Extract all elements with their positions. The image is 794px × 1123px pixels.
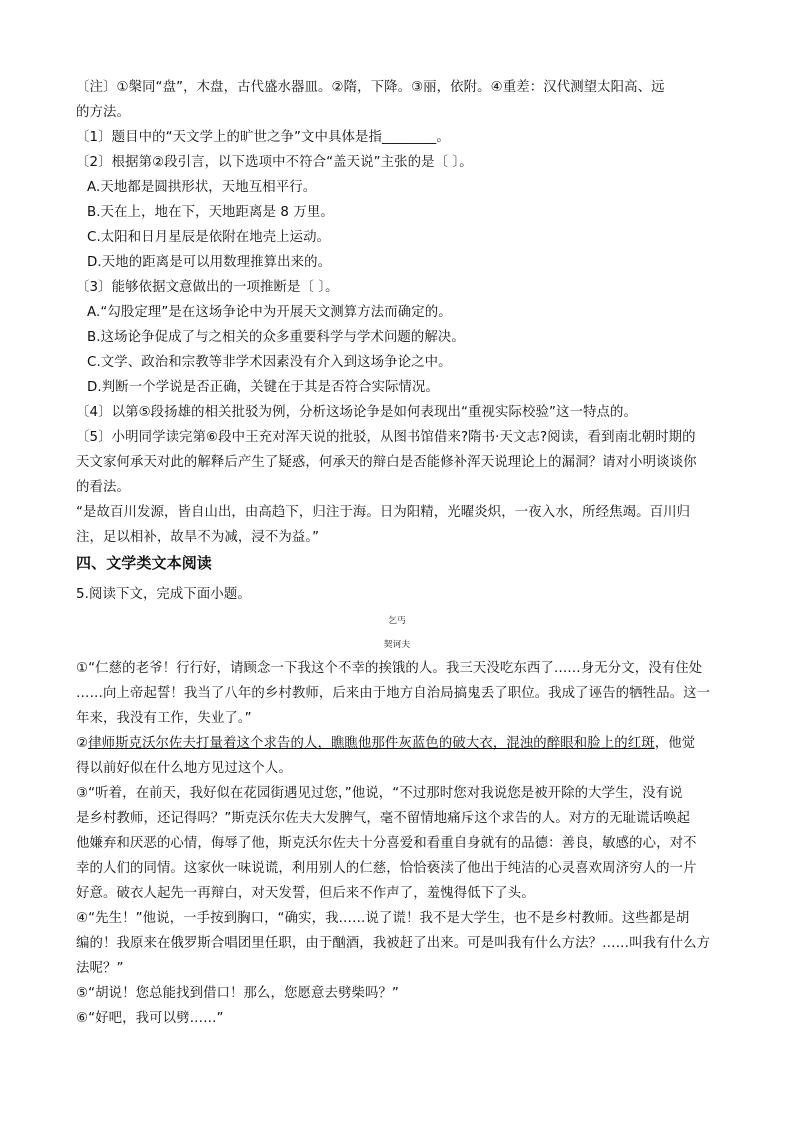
story-author: 契诃夫: [383, 640, 411, 650]
q2-option-a: A.天地都是圆拱形状，天地互相平行。: [87, 180, 317, 195]
quote-line-1: “是故百川发源，皆自山出，由高趋下，归注于海。日为阳精，光曜炎炽，一夜入水，所经焦竭。百川归: [76, 505, 691, 520]
paragraph-1-line-2: ……向上帝起誓！我当了八年的乡村教师，后来由于地方自治局搞鬼丢了职位。我成了诬告的牺牲品。这一: [76, 686, 711, 701]
section-heading: 四、文学类文本阅读: [76, 554, 212, 572]
q2-option-b: B.天在上，地在下，天地距离是 8 万里。: [87, 205, 334, 220]
section-instruction: 5.阅读下文，完成下面小题。: [76, 587, 251, 602]
footnote-line-1: 〔注〕①槃同“盘”，木盘，古代盛水器皿。②隋，下降。③丽，依附。④重差：汉代测望太阳高、远: [76, 80, 665, 95]
question-4: 〔4〕以第⑤段扬雄的相关批驳为例，分析这场论争是如何表现出“重视实际校验”这一特点的。: [76, 405, 637, 420]
paragraph-3-line-1: ③“听着，在前天，我好似在花园街遇见过您，”他说，“不过那时您对我说您是被开除的大学生，没有说: [76, 786, 683, 801]
paragraph-2-line-1: [76, 735, 695, 753]
paragraph-2-line-1-rest: ，他觉: [654, 736, 696, 751]
question-5-line-3: 的看法。: [76, 480, 130, 495]
question-5-line-1: 〔5〕小明同学读完第⑥段中王充对浑天说的批驳，从图书馆借来?隋书·天文志?阅读，看到南北朝时期的: [76, 430, 696, 445]
q2-option-c: C.太阳和日月星辰是依附在地壳上运动。: [87, 230, 331, 245]
q3-option-b: B.这场论争促成了与之相关的众多重要科学与学术问题的解决。: [87, 330, 465, 345]
footnote-line-2: 的方法。: [76, 105, 130, 120]
question-2: 〔2〕根据第②段引言，以下选项中不符合“盖天说”主张的是〔 〕。: [76, 155, 473, 170]
quote-line-2: 注，足以相补，故旱不为减，浸不为益。”: [76, 530, 320, 545]
paragraph-4-line-2: 编的！我原来在俄罗斯合唱团里任职，由于酗酒，我被赶了出来。可是叫我有什么方法？……叫我有什么方: [76, 936, 711, 951]
story-title: 乞丐: [388, 616, 406, 626]
paragraph-5: ⑤“胡说！您总能找到借口！那么，您愿意去劈柴吗？”: [76, 986, 399, 1001]
q2-option-d: D.天地的距离是可以用数理推算出来的。: [87, 255, 332, 270]
question-5-line-2: 天文家何承天对此的解释后产生了疑惑，何承天的辩白是否能修补浑天说理论上的漏洞？请对小明谈谈你: [76, 455, 697, 470]
paragraph-4-line-1: ④“先生！”他说，一手按到胸口，“确实，我……说了谎！我不是大学生，也不是乡村教师。这些都是胡: [76, 911, 690, 926]
paragraph-2-line-2: 得以前好似在什么地方见过这个人。: [76, 761, 292, 776]
question-1: 〔1〕题目中的“天文学上的旷世之争”文中具体是指________。: [76, 130, 450, 145]
paragraph-2-marker: ②: [76, 736, 89, 751]
paragraph-3-line-2: 是乡村教师，还记得吗？”斯克沃尔佐夫大发脾气，毫不留情地痛斥这个求告的人。对方的无耻谎话唤起: [76, 811, 691, 826]
paragraph-6: ⑥“好吧，我可以劈……”: [76, 1011, 224, 1026]
paragraph-3-line-5: 好意。破衣人起先一再辩白，对天发誓，但后来不作声了，羞愧得低下了头。: [76, 886, 535, 901]
question-3: 〔3〕能够依据文意做出的一项推断是〔 〕。: [76, 280, 339, 295]
q3-option-d: D.判断一个学说是否正确，关键在于其是否符合实际情况。: [87, 380, 440, 395]
underlined-sentence: 律师斯克沃尔佐夫打量着这个求告的人，瞧瞧他那件灰蓝色的破大衣，混浊的醉眼和脸上的红斑: [88, 736, 655, 751]
paragraph-3-line-3: 他嫌弃和厌恶的心情，侮辱了他，斯克沃尔佐夫十分喜爱和看重自身就有的品德：善良，敏感的心，对不: [76, 836, 697, 851]
paragraph-3-line-4: 幸的人们的同情。这家伙一味说谎，利用别人的仁慈，恰恰亵渎了他出于纯洁的心灵喜欢周济穷人的一片: [76, 861, 697, 876]
paragraph-4-line-3: 法呢？”: [76, 961, 124, 976]
q3-option-c: C.文学、政治和宗教等非学术因素没有介入到这场争论之中。: [87, 355, 452, 370]
paragraph-1-line-3: 年来，我没有工作，失业了。”: [76, 711, 252, 726]
paragraph-1-line-1: ①“仁慈的老爷！行行好，请顾念一下我这个不幸的挨饿的人。我三天没吃东西了……身无分文，没有住处: [76, 661, 703, 676]
q3-option-a: A.“勾股定理”是在这场争论中为开展天文测算方法而确定的。: [87, 305, 452, 320]
